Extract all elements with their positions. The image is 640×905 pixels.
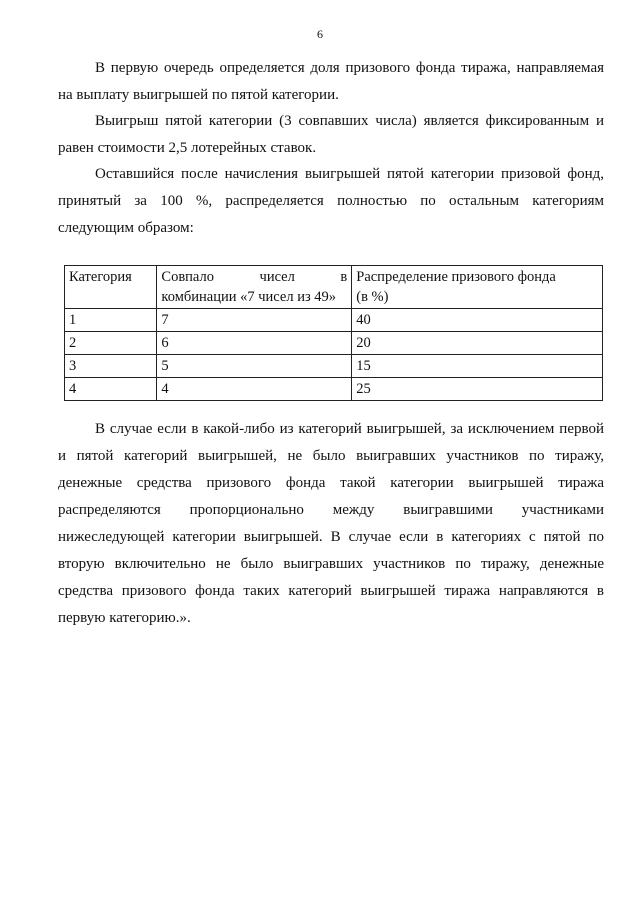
cell-category: 4: [65, 378, 157, 401]
paragraph-prize-share: В первую очередь определяется доля призового фонда тиража, направляемая на выплату выигрышей по пятой категории.: [58, 60, 604, 103]
cell-matched: 4: [157, 378, 352, 401]
header-distribution-line2: (в %): [356, 289, 389, 305]
cell-percent: 25: [352, 378, 603, 401]
cell-percent: 20: [352, 332, 603, 355]
cell-category: 1: [65, 309, 157, 332]
header-matched-line2: комбинации «7 чисел из 49»: [161, 289, 337, 305]
cell-percent: 40: [352, 309, 603, 332]
cell-category: 3: [65, 355, 157, 378]
cell-category: 2: [65, 332, 157, 355]
table-header-row: [65, 266, 603, 309]
header-matched-numbers: [157, 266, 352, 309]
paragraph-remaining-fund: Оставшийся после начисления выигрышей пятой категории призовой фонд, принятый за 100 %, распределяется полностью по остальным категориям следующим образом:: [58, 166, 604, 236]
header-distribution: [352, 266, 603, 309]
paragraph-fifth-category: Выигрыш пятой категории (3 совпавших числа) является фиксированным и равен стоимости 2,5 лотерейных ставок.: [58, 113, 604, 156]
cell-matched: 5: [157, 355, 352, 378]
table-row: [65, 332, 603, 355]
cell-matched: 7: [157, 309, 352, 332]
table-row: [65, 378, 603, 401]
table-row: [65, 355, 603, 378]
prize-distribution-table: [64, 265, 603, 401]
cell-percent: 15: [352, 355, 603, 378]
table-row: [65, 309, 603, 332]
header-distribution-line1: Распределение призового фонда: [356, 269, 556, 285]
page-number: 6: [317, 27, 323, 41]
paragraph-no-winners: В случае если в какой-либо из категорий выигрышей, за исключением первой и пятой категорий выигрышей, не было выигравших участников по тиражу, денежные средства призового фонда такой категории выигрышей тиража распределяются пропорционально между выигравшими участниками нижеследующей категории выигрышей. В случае если в категориях с пятой по вторую включительно не было выигравших участников по тиражу, денежные средства призового фонда таких категорий выигрышей тиража направляются в первую категорию.».: [58, 421, 604, 626]
header-category: Категория: [65, 266, 157, 309]
header-matched-line1: Совпало чисел в: [161, 269, 348, 285]
cell-matched: 6: [157, 332, 352, 355]
